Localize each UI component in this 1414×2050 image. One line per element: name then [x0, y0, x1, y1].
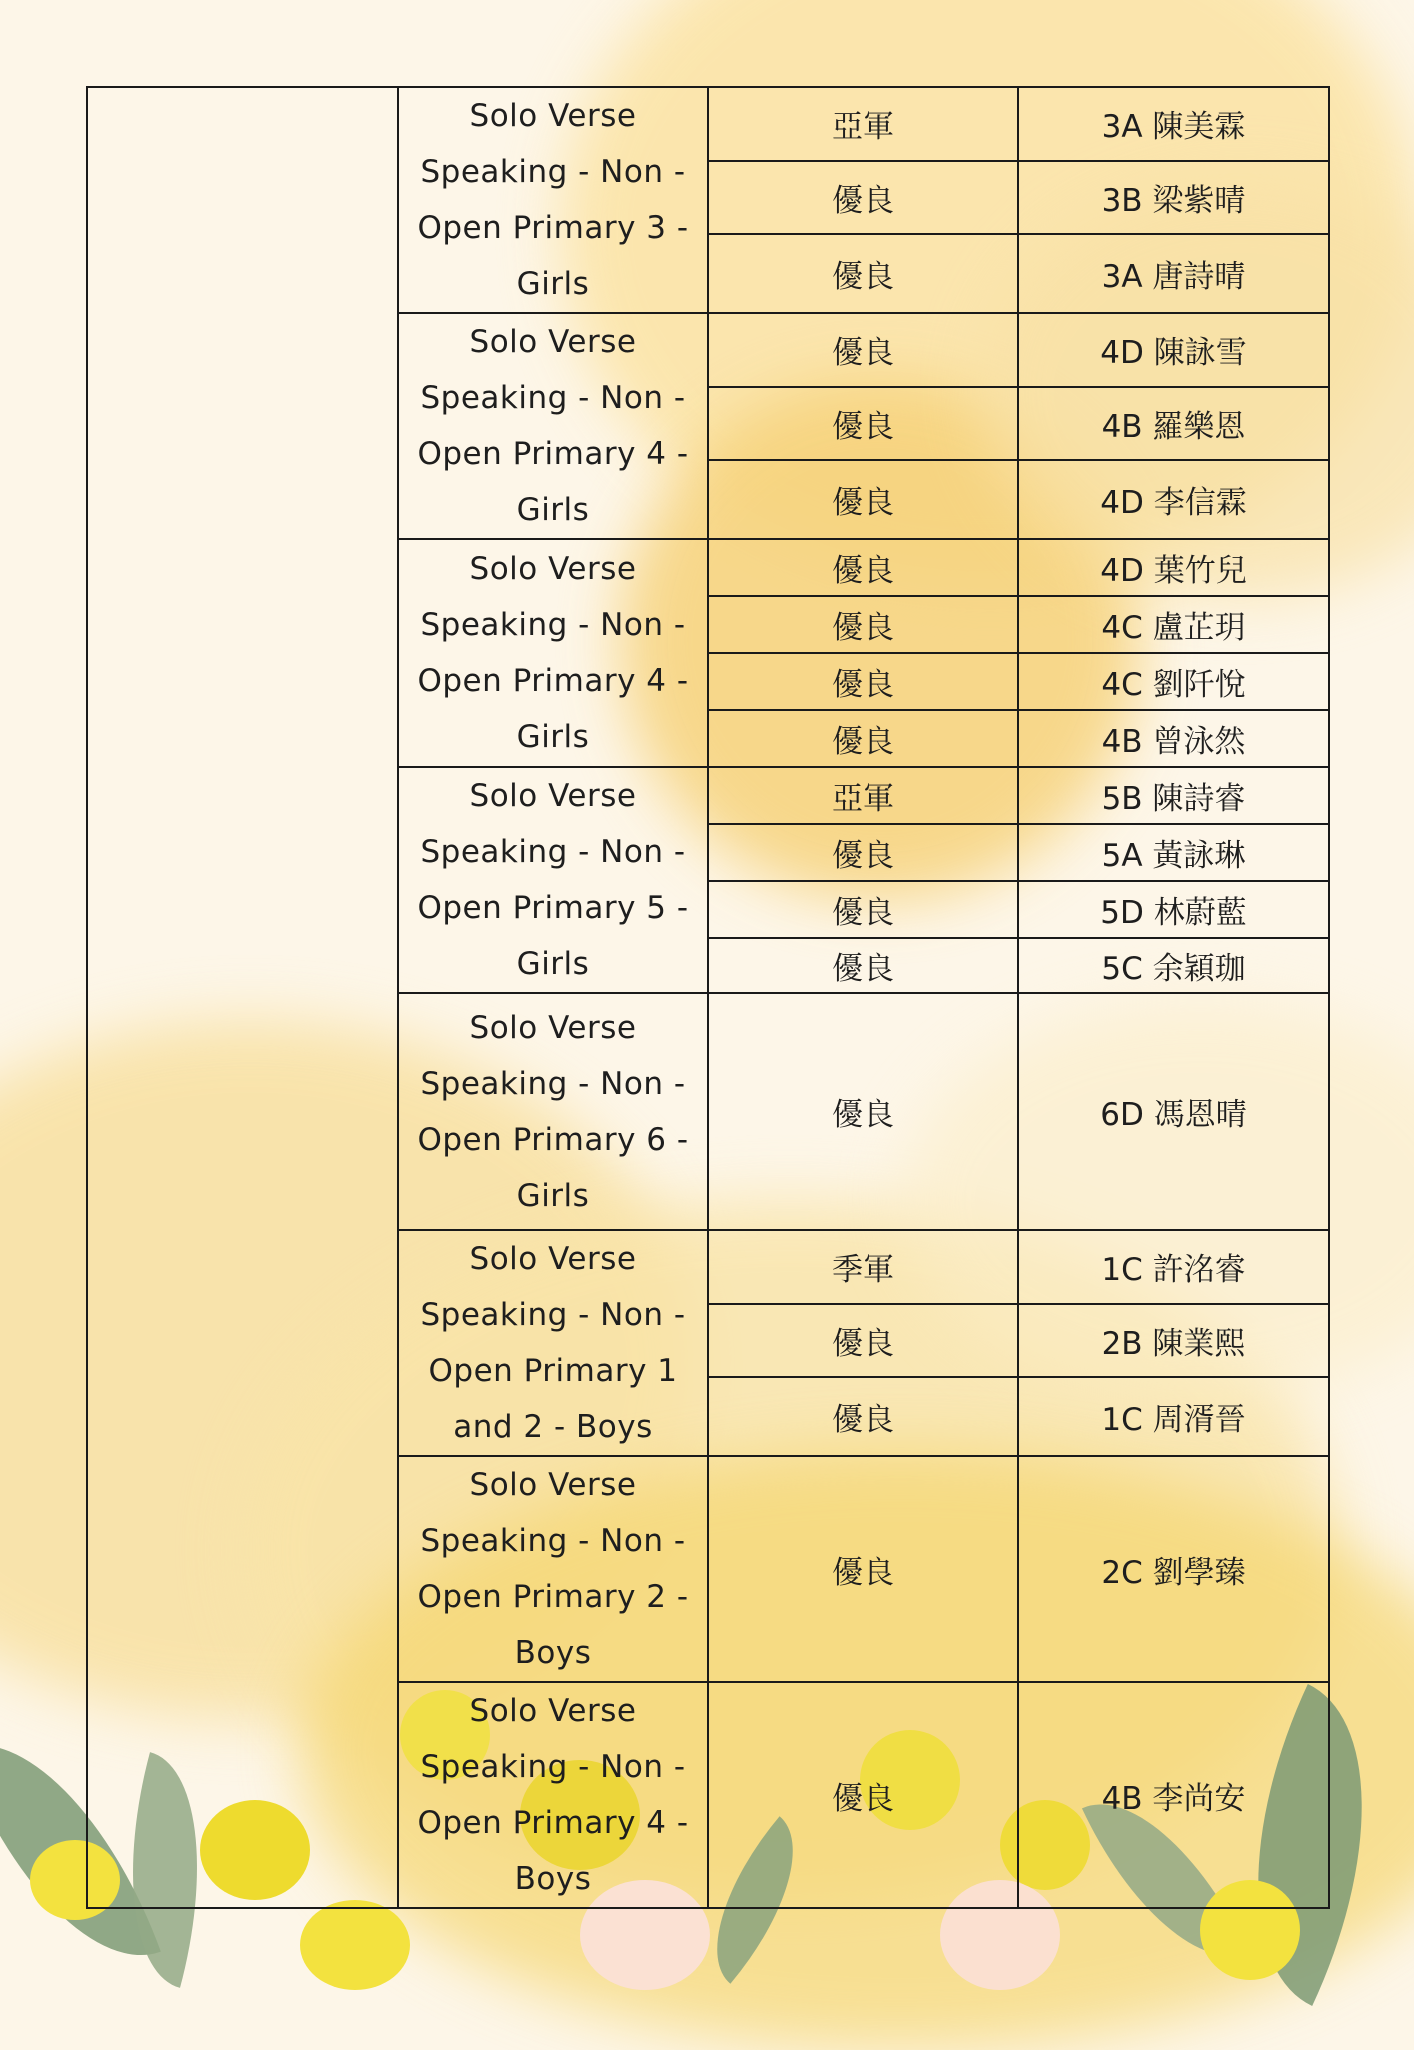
- event-line: Solo Verse: [469, 1009, 637, 1046]
- event-line: Speaking - Non -: [420, 607, 686, 643]
- event-line: Open Primary 3 -: [417, 210, 689, 246]
- student-cell: 4B 羅樂恩: [1018, 387, 1329, 461]
- event-cell: [398, 1682, 708, 1908]
- student-cell: 4D 李信霖: [1018, 460, 1329, 539]
- award-cell: 優良: [708, 1682, 1018, 1908]
- award-cell: 優良: [708, 1456, 1018, 1682]
- event-line: Solo Verse: [469, 1467, 637, 1503]
- award-cell: 優良: [708, 539, 1018, 596]
- event-line: Speaking - Non -: [420, 1297, 686, 1333]
- event-line: Boys: [514, 1861, 592, 1897]
- event-line: Girls: [516, 1177, 590, 1214]
- event-cell: [398, 767, 708, 993]
- award-cell: 優良: [708, 313, 1018, 387]
- award-cell: 優良: [708, 653, 1018, 710]
- award-cell: 優良: [708, 1304, 1018, 1378]
- event-line: Speaking - Non -: [420, 1749, 686, 1785]
- event-cell: [398, 87, 708, 313]
- student-cell: 2B 陳業熙: [1018, 1304, 1329, 1378]
- event-line: Girls: [516, 719, 590, 755]
- event-line: Solo Verse: [469, 1693, 637, 1729]
- award-cell: 亞軍: [708, 87, 1018, 161]
- event-line: Open Primary 5 -: [417, 890, 689, 926]
- event-cell: [398, 313, 708, 539]
- student-cell: 4D 陳詠雪: [1018, 313, 1329, 387]
- student-cell: 1C 許洺睿: [1018, 1230, 1329, 1304]
- student-cell: 3A 陳美霖: [1018, 87, 1329, 161]
- event-line: Open Primary 4 -: [417, 663, 689, 699]
- award-cell: 優良: [708, 161, 1018, 235]
- event-line: and 2 - Boys: [453, 1409, 653, 1445]
- event-cell: [398, 1230, 708, 1456]
- award-cell: 優良: [708, 596, 1018, 653]
- event-line: Girls: [516, 492, 590, 528]
- award-cell: 優良: [708, 938, 1018, 993]
- student-cell: 3A 唐詩晴: [1018, 234, 1329, 313]
- event-line: Solo Verse: [469, 324, 637, 360]
- event-line: Speaking - Non -: [420, 834, 686, 870]
- award-cell: 優良: [708, 993, 1018, 1230]
- award-cell: 優良: [708, 234, 1018, 313]
- student-cell: 4B 李尚安: [1018, 1682, 1329, 1908]
- event-line: Open Primary 2 -: [417, 1579, 689, 1615]
- award-cell: 季軍: [708, 1230, 1018, 1304]
- award-cell: 優良: [708, 387, 1018, 461]
- student-cell: 5A 黃詠琳: [1018, 824, 1329, 881]
- event-line: Open Primary 1: [428, 1353, 678, 1389]
- event-line: Solo Verse: [469, 1241, 637, 1277]
- award-cell: 優良: [708, 1377, 1018, 1456]
- student-cell: 5C 余穎珈: [1018, 938, 1329, 993]
- award-cell: 優良: [708, 824, 1018, 881]
- event-cell: [398, 539, 708, 767]
- award-cell: 優良: [708, 710, 1018, 767]
- event-line: Speaking - Non -: [420, 154, 686, 190]
- awards-table: [86, 86, 1330, 1909]
- award-cell: 優良: [708, 881, 1018, 938]
- student-cell: 6D 馮恩晴: [1018, 993, 1329, 1230]
- event-line: Girls: [516, 946, 590, 982]
- student-cell: 1C 周湑晉: [1018, 1377, 1329, 1456]
- event-line: Speaking - Non -: [420, 380, 686, 416]
- student-cell: 2C 劉學臻: [1018, 1456, 1329, 1682]
- award-cell: 亞軍: [708, 767, 1018, 824]
- event-line: Solo Verse: [469, 551, 637, 587]
- event-line: Open Primary 6 -: [417, 1121, 689, 1158]
- category-cell: [87, 87, 398, 1908]
- student-cell: 5B 陳詩睿: [1018, 767, 1329, 824]
- student-cell: 4C 盧芷玥: [1018, 596, 1329, 653]
- student-cell: 4C 劉阡悅: [1018, 653, 1329, 710]
- event-cell: [398, 993, 708, 1230]
- student-cell: 4B 曾泳然: [1018, 710, 1329, 767]
- event-line: Speaking - Non -: [420, 1065, 686, 1102]
- event-line: Solo Verse: [469, 98, 637, 134]
- award-cell: 優良: [708, 460, 1018, 539]
- student-cell: 4D 葉竹兒: [1018, 539, 1329, 596]
- student-cell: 3B 梁紫晴: [1018, 161, 1329, 235]
- event-line: Girls: [516, 266, 590, 302]
- table-row: [87, 87, 1329, 161]
- event-line: Speaking - Non -: [420, 1523, 686, 1559]
- student-cell: 5D 林蔚藍: [1018, 881, 1329, 938]
- event-line: Boys: [514, 1635, 592, 1671]
- event-line: Open Primary 4 -: [417, 1805, 689, 1841]
- event-line: Open Primary 4 -: [417, 436, 689, 472]
- event-line: Solo Verse: [469, 778, 637, 814]
- event-cell: [398, 1456, 708, 1682]
